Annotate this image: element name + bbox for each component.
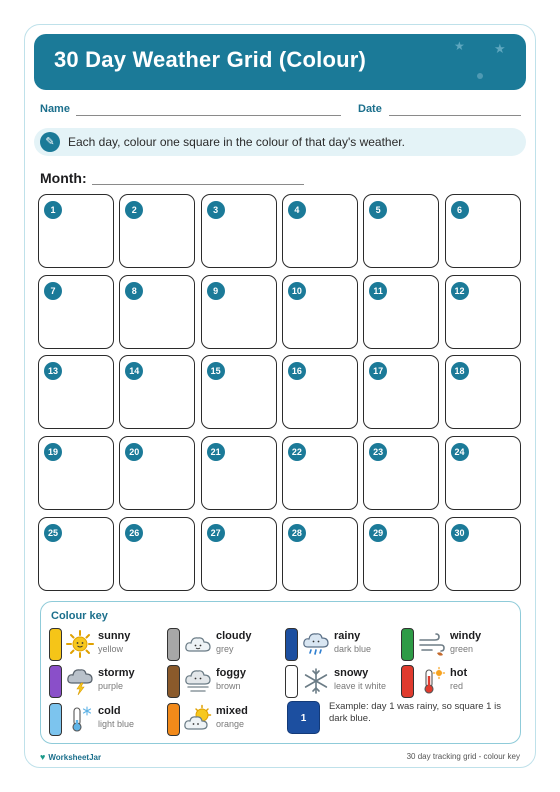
day-number-badge: 23 (369, 443, 387, 461)
day-square[interactable] (38, 436, 114, 510)
key-item-cloudy (167, 627, 285, 663)
day-number-badge: 26 (125, 524, 143, 542)
day-square[interactable] (38, 275, 114, 349)
day-number-badge: 29 (369, 524, 387, 542)
day-square[interactable] (363, 517, 439, 591)
key-item-mixed (167, 702, 285, 738)
colour-swatch (167, 628, 180, 661)
pencil-icon: ✎ (40, 132, 60, 152)
day-square[interactable] (119, 517, 195, 591)
day-square[interactable] (38, 355, 114, 429)
day-square[interactable] (363, 194, 439, 268)
day-square[interactable] (363, 436, 439, 510)
day-square[interactable] (119, 436, 195, 510)
key-name: mixed (216, 705, 248, 717)
day-square[interactable] (445, 355, 521, 429)
month-field[interactable] (92, 184, 304, 185)
day-number-badge: 16 (288, 362, 306, 380)
day-number-badge: 15 (207, 362, 225, 380)
key-colour: light blue (98, 719, 135, 729)
date-field[interactable] (389, 115, 521, 116)
instruction-bar (34, 128, 526, 156)
day-number-badge: 30 (451, 524, 469, 542)
cold-thermometer-icon (65, 704, 95, 734)
name-field[interactable] (76, 115, 341, 116)
key-name: cold (98, 705, 121, 717)
day-square[interactable] (282, 355, 358, 429)
key-colour: yellow (98, 644, 124, 654)
day-square[interactable] (445, 436, 521, 510)
title-banner (34, 34, 526, 90)
day-square[interactable] (445, 194, 521, 268)
day-number-badge: 20 (125, 443, 143, 461)
key-name: snowy (334, 667, 369, 679)
day-square[interactable] (38, 194, 114, 268)
key-name: sunny (98, 630, 131, 642)
day-number-badge: 2 (125, 201, 143, 219)
day-number-badge: 6 (451, 201, 469, 219)
page-title: 30 Day Weather Grid (Colour) (54, 47, 367, 72)
key-colour: orange (216, 719, 245, 729)
key-name: rainy (334, 630, 361, 642)
day-square[interactable] (363, 355, 439, 429)
day-number-badge: 28 (288, 524, 306, 542)
key-colour: purple (98, 681, 124, 691)
key-item-rainy (285, 627, 403, 663)
colour-swatch (401, 628, 414, 661)
day-square[interactable] (363, 275, 439, 349)
day-number-badge: 10 (288, 282, 306, 300)
day-number-badge: 8 (125, 282, 143, 300)
key-colour: brown (216, 681, 241, 691)
day-number-badge: 19 (44, 443, 62, 461)
day-grid (38, 194, 523, 592)
day-number-badge: 27 (207, 524, 225, 542)
heart-icon: ♥ (40, 752, 46, 762)
day-number-badge: 4 (288, 201, 306, 219)
day-number-badge: 13 (44, 362, 62, 380)
day-square[interactable] (119, 194, 195, 268)
key-name: stormy (98, 667, 135, 679)
colour-swatch (401, 665, 414, 698)
day-number-badge: 1 (44, 201, 62, 219)
storm-icon (65, 666, 95, 696)
key-colour: red (450, 681, 464, 691)
key-colour: leave it white (334, 681, 387, 691)
day-number-badge: 22 (288, 443, 306, 461)
key-item-snowy (285, 664, 403, 700)
fog-icon (183, 666, 213, 696)
day-square[interactable] (445, 275, 521, 349)
cloud-icon (183, 629, 213, 659)
instruction-text: Each day, colour one square in the colour of that day's weather. (68, 135, 405, 149)
colour-key-panel (40, 601, 521, 744)
key-colour: green (450, 644, 474, 654)
day-square[interactable] (38, 517, 114, 591)
key-item-hot (401, 664, 519, 700)
key-name: hot (450, 667, 468, 679)
day-square[interactable] (282, 436, 358, 510)
key-name: foggy (216, 667, 246, 679)
name-label: Name (40, 103, 70, 115)
day-number-badge: 5 (369, 201, 387, 219)
key-name: cloudy (216, 630, 252, 642)
colour-swatch (285, 628, 298, 661)
day-number-badge: 24 (451, 443, 469, 461)
key-colour: grey (216, 644, 234, 654)
key-item-cold (49, 702, 167, 738)
colour-swatch (285, 665, 298, 698)
day-number-badge: 12 (451, 282, 469, 300)
day-number-badge: 21 (207, 443, 225, 461)
snowflake-icon (301, 666, 331, 696)
star-icon: ★ (494, 41, 506, 56)
month-label: Month: (40, 170, 87, 186)
rain-cloud-icon (301, 629, 331, 659)
day-square[interactable] (119, 355, 195, 429)
example-note (287, 701, 513, 737)
colour-swatch (49, 703, 62, 736)
day-square[interactable] (282, 194, 358, 268)
example-text: Example: day 1 was rainy, so square 1 is dark blue. (329, 701, 501, 724)
day-square[interactable] (201, 194, 277, 268)
day-number-badge: 9 (207, 282, 225, 300)
sun-icon (65, 629, 95, 659)
day-square[interactable] (201, 517, 277, 591)
decor-dot (477, 73, 483, 79)
day-square[interactable] (201, 275, 277, 349)
key-item-sunny (49, 627, 167, 663)
day-number-badge: 11 (369, 282, 387, 300)
wind-icon (417, 629, 447, 659)
key-item-stormy (49, 664, 167, 700)
hot-thermometer-icon (417, 666, 447, 696)
day-square[interactable] (282, 517, 358, 591)
day-number-badge: 17 (369, 362, 387, 380)
colour-swatch (167, 703, 180, 736)
brand-logo (40, 752, 101, 762)
day-number-badge: 25 (44, 524, 62, 542)
colour-key-title: Colour key (51, 610, 108, 622)
example-square: 1 (287, 701, 320, 734)
day-square[interactable] (445, 517, 521, 591)
star-icon: ★ (454, 39, 465, 53)
brand-name: WorksheetJar (48, 753, 102, 762)
key-item-foggy (167, 664, 285, 700)
day-square[interactable] (282, 275, 358, 349)
colour-swatch (49, 628, 62, 661)
key-colour: dark blue (334, 644, 372, 654)
footer-caption: 30 day tracking grid - colour key (406, 752, 520, 761)
sun-cloud-icon (183, 704, 213, 734)
colour-swatch (49, 665, 62, 698)
day-number-badge: 18 (451, 362, 469, 380)
key-item-windy (401, 627, 519, 663)
colour-swatch (167, 665, 180, 698)
day-square[interactable] (201, 355, 277, 429)
day-square[interactable] (119, 275, 195, 349)
day-number-badge: 7 (44, 282, 62, 300)
key-name: windy (450, 630, 482, 642)
date-label: Date (358, 103, 382, 115)
day-square[interactable] (201, 436, 277, 510)
day-number-badge: 14 (125, 362, 143, 380)
day-number-badge: 3 (207, 201, 225, 219)
